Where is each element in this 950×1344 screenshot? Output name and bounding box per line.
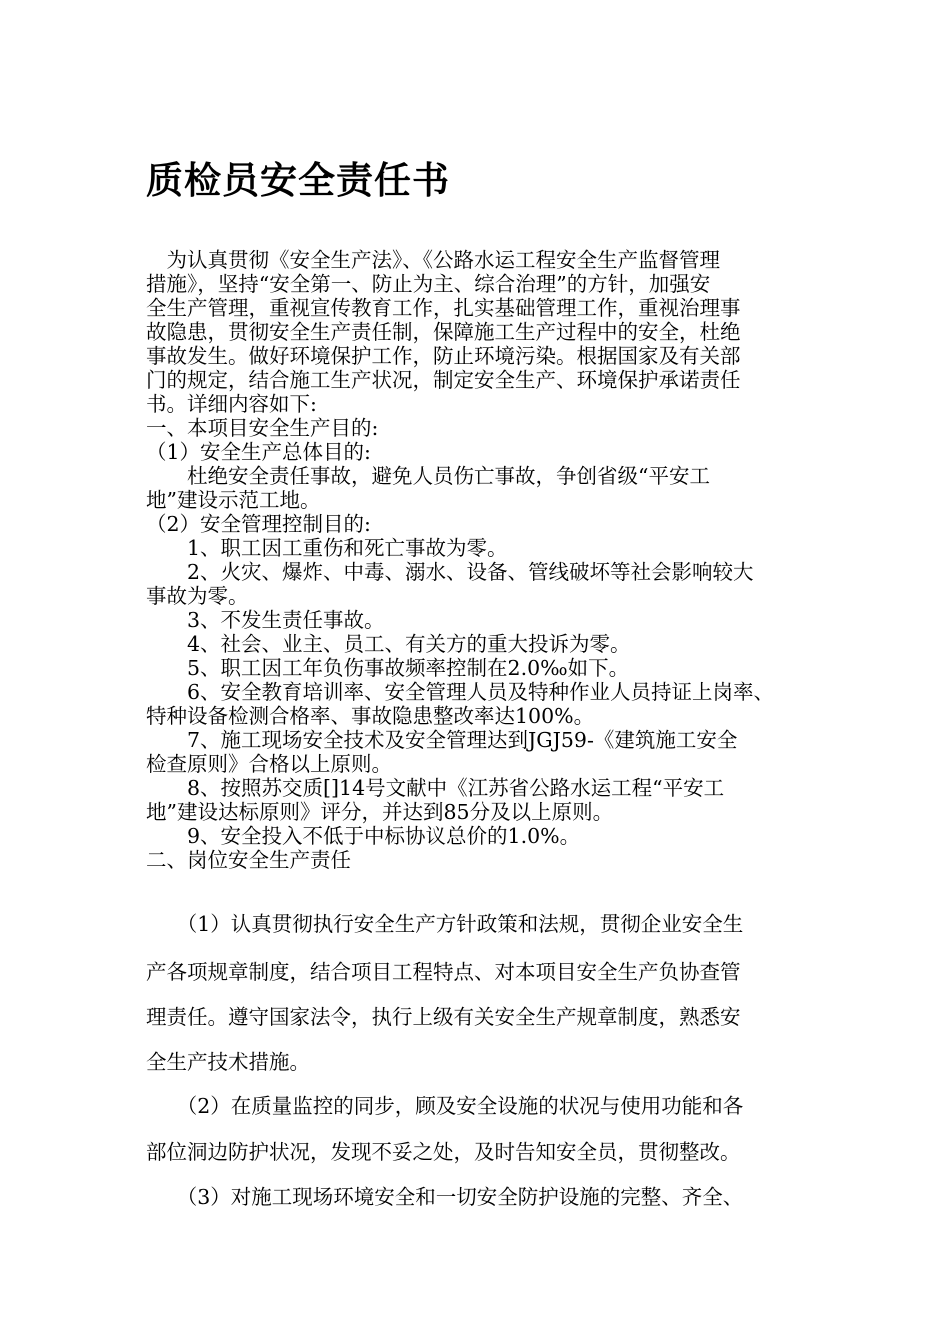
list-item: 特种设备检测合格率、事故隐患整改率达100%。 [146,704,595,728]
list-item: 2、火灾、爆炸、中毒、溺水、设备、管线破坏等社会影响较大 [146,560,754,584]
list-item: 9、安全投入不低于中标协议总价的1.0%。 [146,824,581,848]
body-line: 杜绝安全责任事故，避免人员伤亡事故，争创省级“平安工 [146,464,710,488]
body-line: 地”建设示范工地。 [146,488,321,512]
subsection-heading: （1）安全生产总体目的: [146,440,371,464]
body-line: 事故发生。做好环境保护工作，防止环境污染。根据国家及有关部 [146,344,741,368]
body-line: （2）在质量监控的同步，顾及安全设施的状况与使用功能和各 [146,1094,744,1118]
body-line: 为认真贯彻《安全生产法》、《公路水运工程安全生产监督管理 [146,248,720,272]
list-item: 3、不发生责任事故。 [146,608,385,632]
body-line: 全生产管理，重视宣传教育工作，扎实基础管理工作，重视治理事 [146,296,741,320]
body-line: 全生产技术措施。 [146,1050,310,1074]
list-item: 5、职工因工年负伤事故频率控制在2.0‰如下。 [146,656,630,680]
subsection-heading: （2）安全管理控制目的: [146,512,371,536]
section-heading: 一、本项目安全生产目的: [146,416,379,440]
body-line: 书。详细内容如下: [146,392,317,416]
list-item: 4、社会、业主、员工、有关方的重大投诉为零。 [146,632,631,656]
list-item: 检查原则》合格以上原则。 [146,752,392,776]
list-item: 7、施工现场安全技术及安全管理达到JGJ59-《建筑施工安全 [146,728,738,752]
list-item: 6、安全教育培训率、安全管理人员及特种作业人员持证上岗率、 [146,680,775,704]
list-item: 地”建设达标原则》评分，并达到85分及以上原则。 [146,800,614,824]
body-line: （3）对施工现场环境安全和一切安全防护设施的完整、齐全、 [146,1185,744,1209]
body-line: 部位洞边防护状况，发现不妥之处，及时告知安全员，贯彻整改。 [146,1140,741,1164]
list-item: 8、按照苏交质[]14号文献中《江苏省公路水运工程“平安工 [146,776,725,800]
body-line: 产各项规章制度，结合项目工程特点、对本项目安全生产负协查管 [146,960,741,984]
body-line: 门的规定，结合施工生产状况，制定安全生产、环境保护承诺责任 [146,368,741,392]
list-item: 事故为零。 [146,584,249,608]
body-line: 故隐患，贯彻安全生产责任制，保障施工生产过程中的安全，杜绝 [146,320,741,344]
body-line: 理责任。遵守国家法令，执行上级有关安全生产规章制度，熟悉安 [146,1005,741,1029]
document-title: 质检员安全责任书 [146,158,450,202]
list-item: 1、职工因工重伤和死亡事故为零。 [146,536,508,560]
section-heading: 二、岗位安全生产责任 [146,848,351,872]
body-line: 措施》，坚持“安全第一、防止为主、综合治理”的方针，加强安 [146,272,711,296]
body-line: （1）认真贯彻执行安全生产方针政策和法规，贯彻企业安全生 [146,912,744,936]
